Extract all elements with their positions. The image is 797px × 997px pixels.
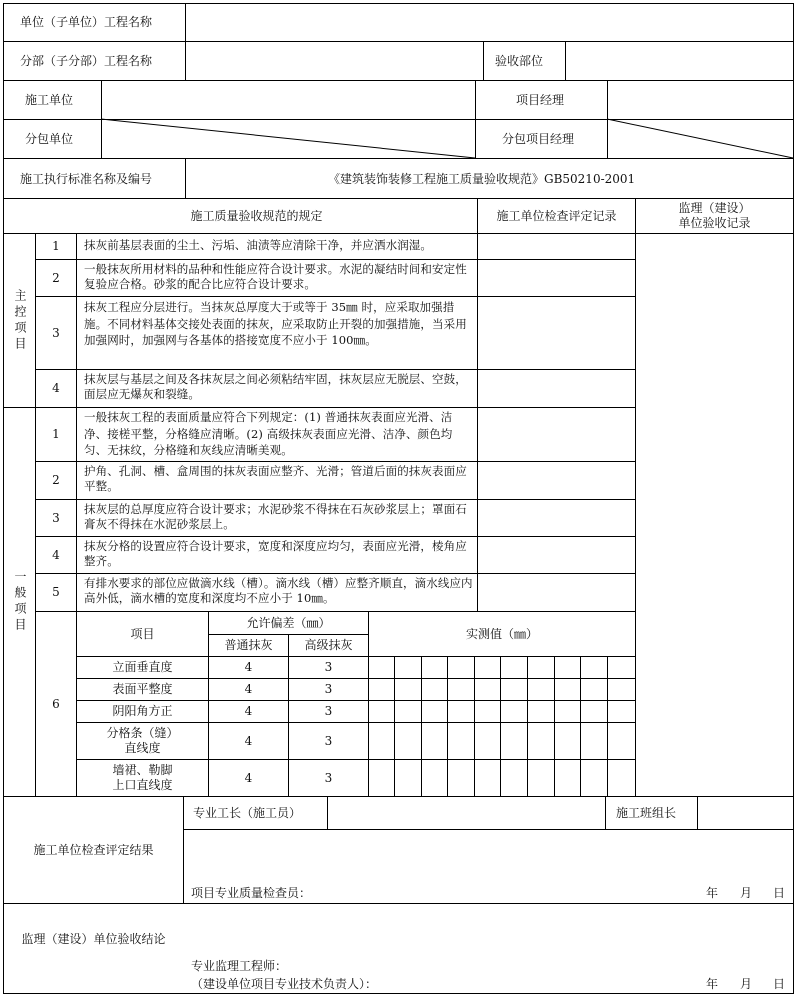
foreman-label: 专业工长（施工员） <box>193 806 302 820</box>
item6-row-name: 阴阳角方正 <box>112 704 173 718</box>
general-item-5-text: 有排水要求的部位应做滴水线（槽）。滴水线（槽）应整齐顺直，滴水线应内高外低，滴水槽的宽度和深度均不应小于 10㎜。 <box>84 576 473 605</box>
general-item-6-no: 6 <box>52 696 60 711</box>
item6-header-item: 项目 <box>130 626 155 641</box>
date-year: 年 <box>706 886 719 900</box>
general-item-2-no: 2 <box>52 473 60 487</box>
item6-row-name: 表面平整度 <box>112 682 173 696</box>
item6-row-advanced: 3 <box>324 770 333 785</box>
item6-header-measured: 实测值（㎜） <box>465 626 538 641</box>
supervision-column-header: 监理（建设） 单位验收记录 <box>678 201 751 230</box>
item6-row-advanced: 3 <box>324 682 333 696</box>
item6-header-tolerance: 允许偏差（㎜） <box>246 615 331 630</box>
general-item-3-text: 抹灰层的总厚度应符合设计要求；水泥砂浆不得抹在石灰砂浆层上；罩面石膏灰不得抹在水泥砂浆层上。 <box>84 502 467 531</box>
date-month: 月 <box>740 886 753 900</box>
item6-row-normal: 4 <box>244 704 253 718</box>
standard-value: 《建筑装饰装修工程施工质量验收规范》GB50210-2001 <box>328 172 636 186</box>
general-item-4-text: 抹灰分格的设置应符合设计要求，宽度和深度应均匀，表面应光滑，棱角应整齐。 <box>84 539 467 568</box>
item6-row-normal: 4 <box>244 682 253 696</box>
main-item-4-no: 4 <box>52 381 60 395</box>
item6-row-advanced: 3 <box>324 704 333 718</box>
subcontract-unit-label: 分包单位 <box>25 132 74 146</box>
supervision-conclusion-label: 监理（建设）单位验收结论 <box>21 931 166 946</box>
owner-rep-label: （建设单位项目专业技术负责人）： <box>191 977 378 991</box>
item6-header-normal: 普通抹灰 <box>224 638 273 652</box>
main-item-1-no: 1 <box>52 239 60 253</box>
item6-row-normal: 4 <box>244 733 253 748</box>
main-item-2-text: 一般抹灰所用材料的品种和性能应符合设计要求。水泥的凝结时间和安定性复验应合格。砂浆的配合比应符合设计要求。 <box>84 262 467 291</box>
item6-row-name: 墙裙、勒脚 上口直线度 <box>112 763 173 792</box>
unit-check-column-header: 施工单位检查评定记录 <box>496 208 617 223</box>
main-item-3-text: 抹灰工程应分层进行。当抹灰总厚度大于或等于 35㎜ 时，应采取加强措施。不同材料基体交接处表面的抹灰，应采取防止开裂的加强措施，当采用加强网时，加强网与各基体的搭接宽度不应小于 100㎜。 <box>84 300 467 347</box>
item6-row-advanced: 3 <box>324 660 333 674</box>
project-manager-label: 项目经理 <box>516 93 565 107</box>
main-item-1-text: 抹灰前基层表面的尘土、污垢、油渍等应清除干净，并应洒水润湿。 <box>84 238 432 252</box>
quality-inspector-label: 项目专业质量检查员： <box>191 886 312 900</box>
date-month: 月 <box>740 977 753 991</box>
general-item-4-no: 4 <box>52 547 60 562</box>
general-item-2-text: 护角、孔洞、槽、盒周围的抹灰表面应整齐、光滑；管道后面的抹灰表面应平整。 <box>84 464 467 493</box>
general-item-1-no: 1 <box>52 427 60 441</box>
spec-column-header: 施工质量验收规范的规定 <box>190 208 323 223</box>
subcontract-manager-label: 分包项目经理 <box>502 132 575 146</box>
date-day: 日 <box>773 886 786 900</box>
item6-row-normal: 4 <box>244 770 253 785</box>
supervisor-label: 专业监理工程师： <box>191 959 288 973</box>
general-item-5-no: 5 <box>52 585 60 599</box>
main-item-2-no: 2 <box>52 270 60 285</box>
item6-row-advanced: 3 <box>324 733 333 748</box>
item6-row-name: 分格条（缝） 直线度 <box>106 726 179 755</box>
unit-result-label: 施工单位检查评定结果 <box>33 842 154 857</box>
item6-row-normal: 4 <box>244 660 253 674</box>
item6-row-name: 立面垂直度 <box>112 660 173 674</box>
standard-label: 施工执行标准名称及编号 <box>20 172 153 186</box>
date-year: 年 <box>706 977 719 991</box>
acceptance-part-label: 验收部位 <box>495 54 544 68</box>
item6-header-advanced: 高级抹灰 <box>304 638 353 652</box>
general-item-3-no: 3 <box>52 510 60 525</box>
main-items-label: 主控项目 <box>13 288 27 353</box>
general-items-label: 一般项目 <box>13 570 27 634</box>
sub-project-label: 分部（子分部）工程名称 <box>20 54 153 68</box>
unit-project-label: 单位（子单位）工程名称 <box>20 15 153 29</box>
date-day: 日 <box>773 977 786 991</box>
team-leader-label: 施工班组长 <box>616 806 677 820</box>
main-item-4-text: 抹灰层与基层之间及各抹灰层之间必须粘结牢固，抹灰层应无脱层、空鼓，面层应无爆灰和裂缝。 <box>84 372 467 401</box>
general-item-1-text: 一般抹灰工程的表面质量应符合下列规定：(1) 普通抹灰表面应光滑、洁净、接槎平整，分格缝应清晰。(2) 高级抹灰表面应光滑、洁净、颜色均匀、无抹纹，分格缝和灰线应清晰美观。 <box>84 410 453 457</box>
construction-unit-label: 施工单位 <box>25 93 74 107</box>
main-item-3-no: 3 <box>52 325 60 340</box>
